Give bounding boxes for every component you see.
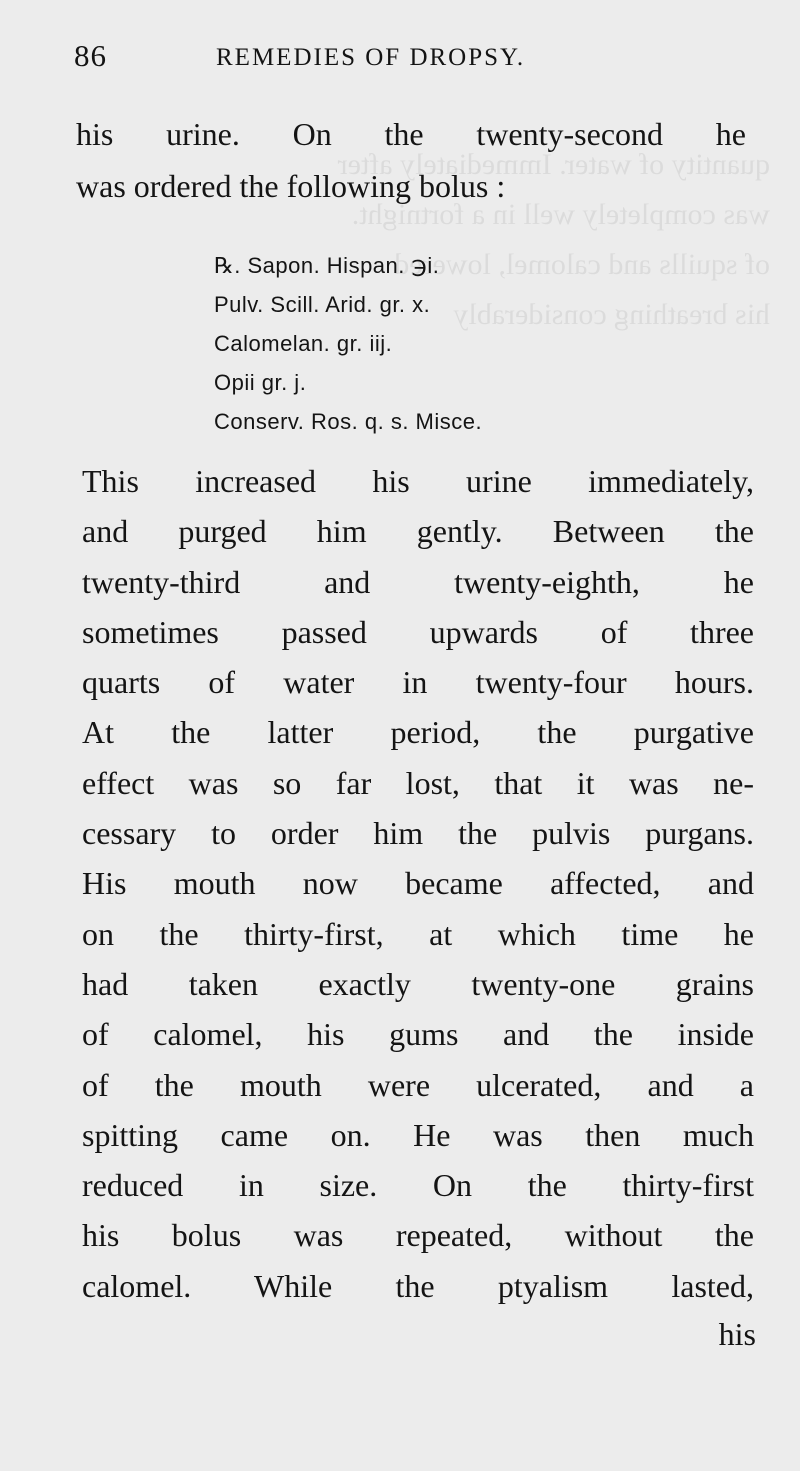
text-line: His mouth now became affected, and xyxy=(82,865,754,902)
prescription-line: ℞. Sapon. Hispan. ℈i. xyxy=(214,253,440,278)
prescription-line: Opii gr. j. xyxy=(214,370,307,395)
text-line: his urine. On the twenty-second he xyxy=(76,116,746,152)
text-line: This increased his urine immediately, xyxy=(82,463,754,499)
text-line: cessary to order him the pulvis purgans. xyxy=(82,815,754,852)
text-line: effect was so far lost, that it was ne- xyxy=(82,764,754,801)
text-line: quarts of water in twenty-four hours. xyxy=(82,664,754,701)
prescription-line: Conserv. Ros. q. s. Misce. xyxy=(214,409,483,434)
running-head: REMEDIES OF DROPSY. xyxy=(216,44,526,71)
text-line: spitting came on. He was then much xyxy=(82,1116,754,1153)
text-line: sometimes passed upwards of three xyxy=(82,613,754,650)
prescription-line: Calomelan. gr. iij. xyxy=(214,331,393,356)
text-line: his bolus was repeated, without the xyxy=(82,1217,754,1254)
page-header xyxy=(74,38,774,82)
intro-paragraph xyxy=(76,108,746,212)
text-line: was ordered the following bolus : xyxy=(76,168,506,204)
text-line: of the mouth were ulcerated, and a xyxy=(82,1066,754,1103)
text-line: and purged him gently. Between the xyxy=(82,513,754,550)
text-line: of calomel, his gums and the inside xyxy=(82,1016,754,1053)
text-line: twenty-third and twenty-eighth, he xyxy=(82,563,754,600)
bleed-through-texture: quantity of water. Immediately after was completely well in a fortnight. of squills and calomel, lowered his breathing considerably xyxy=(337,148,770,331)
text-line: on the thirty-first, at which time he xyxy=(82,915,754,952)
text-line: had taken exactly twenty-one grains xyxy=(82,965,754,1002)
text-line: reduced in size. On the thirty-first xyxy=(82,1167,754,1204)
catchword: his xyxy=(718,1316,756,1352)
prescription-line: Pulv. Scill. Arid. gr. x. xyxy=(214,292,431,317)
prescription-block xyxy=(214,246,482,441)
text-line: calomel. While the ptyalism lasted, xyxy=(82,1267,754,1304)
page-number: 86 xyxy=(74,38,107,73)
text-line: At the latter period, the purgative xyxy=(82,714,754,751)
body-paragraph xyxy=(82,456,754,1311)
